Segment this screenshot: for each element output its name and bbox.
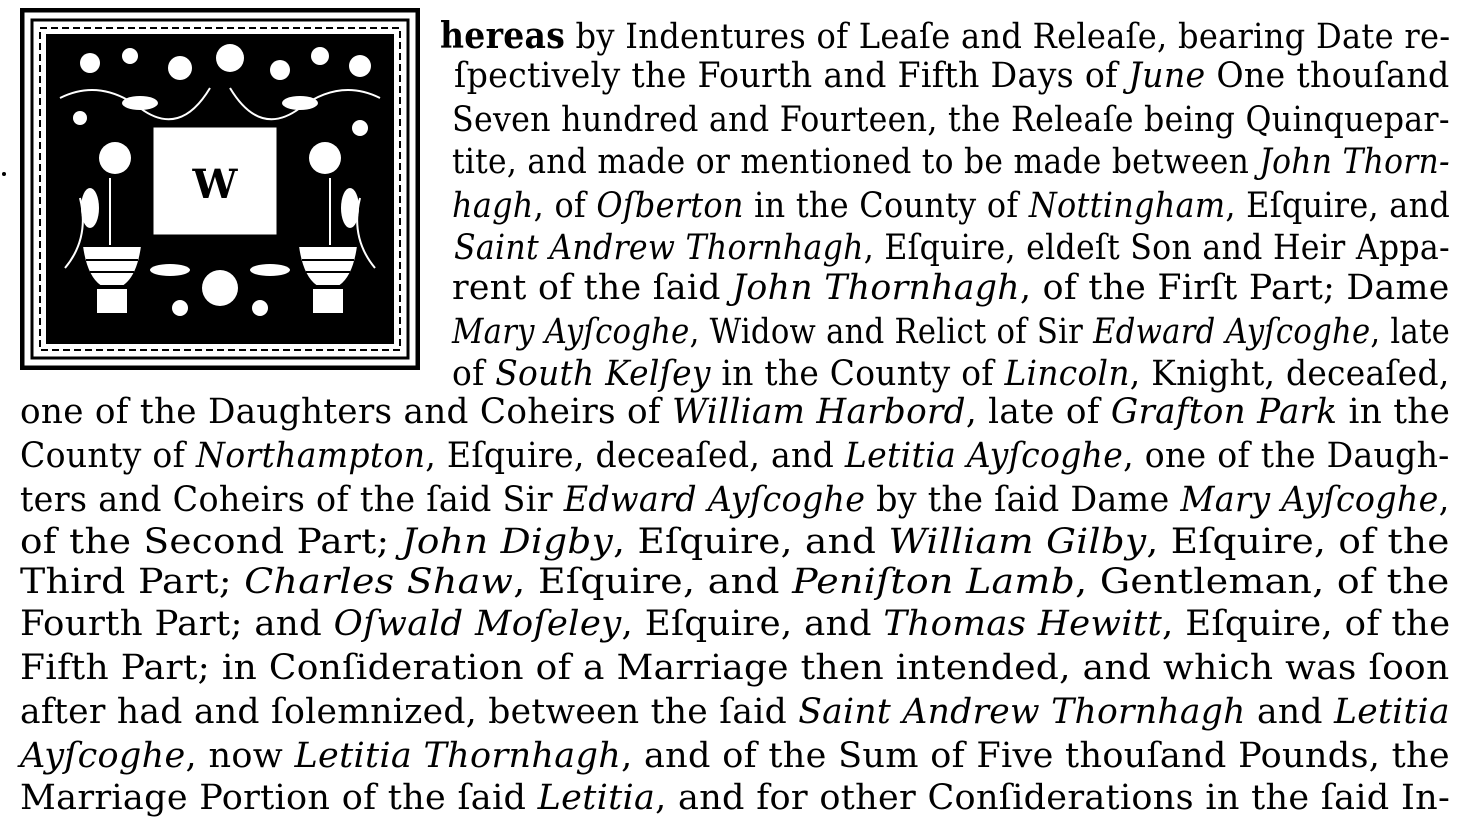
text-run: , Eſquire, of the [1146,522,1450,562]
italic-name: Letitia Thornhagh [294,736,622,776]
text-line [452,186,1450,226]
text-run: Fourth Part; and [20,604,334,644]
italic-name: John Thornhagh [732,268,1020,308]
text-line [452,312,1450,352]
text-run: one of the Daughters and Coheirs of [20,392,673,432]
text-run: of the Second Part; [20,522,402,562]
text-line [20,736,1450,776]
text-line [452,268,1450,308]
text-run: , of [533,186,597,226]
text-run: ſpectively the Fourth and Fifth Days of [454,56,1129,96]
text-run: , Eſquire, deceaſed, and [425,436,845,476]
text-run: , Eſquire, of the [1162,604,1451,644]
text-line [20,648,1450,688]
italic-name: Mary Ayſcoghe [1180,480,1439,520]
text-run: , Eſquire, and [1225,186,1451,226]
text-line [454,228,1450,268]
text-run: , [1438,480,1450,520]
text-run: Third Part; [20,562,245,602]
text-run: in the County of [710,354,1005,394]
text-run: by the ſaid Dame [865,480,1181,520]
text-line [20,778,1450,818]
italic-name: Mary Ayſcoghe [452,312,690,352]
italic-name: Letitia [537,778,656,818]
italic-name: William Gilby [888,522,1147,562]
text-run: , late [1370,312,1451,352]
italic-name: Thomas Hewitt [883,604,1163,644]
italic-name: Letitia Ayſcoghe [844,436,1124,476]
text-run: in the [1337,392,1451,432]
text-run: , Widow and Relict of Sir [689,312,1094,352]
text-run: by Indentures of Leaſe and Releaſe, bearing Date re- [565,17,1451,57]
text-run: , one of the Daugh- [1123,436,1450,476]
italic-name: Lincoln [1004,354,1130,394]
italic-name: Nottingham [1028,186,1226,226]
italic-name: Oſwald Moſeley [333,604,622,644]
italic-name: Letitia [1334,692,1450,732]
text-run: tite, and made or mentioned to be made between [452,142,1260,182]
text-run: County of [20,436,196,476]
text-line [20,522,1450,562]
text-run: hereas [440,15,566,57]
text-run: , Knight, deceaſed, [1129,354,1450,394]
italic-name: Oſberton [596,186,744,226]
text-run: ters and Coheirs of the ſaid Sir [20,480,564,520]
initial-letter: W [192,161,238,208]
text-run: Seven hundred and Fourteen, the Releaſe being Quinquepar- [452,100,1450,140]
italic-name: Peniſton Lamb [792,562,1076,602]
text-run: , late of [965,392,1111,432]
text-run: , Eſquire, and [513,562,793,602]
italic-name: John Digby [401,522,614,562]
text-run: rent of the ſaid [452,268,733,308]
text-line [452,100,1450,140]
decorated-initial-w-icon [20,8,420,370]
text-line [452,142,1450,182]
italic-name: John Thorn- [1259,142,1450,182]
text-run: , and for other Conſiderations in the ſaid In- [655,778,1451,818]
text-run: of [452,354,496,394]
text-run: , Eſquire, and [621,604,884,644]
text-line [20,392,1450,432]
text-run: One thouſand [1205,56,1450,96]
italic-name: Edward Ayſcoghe [1093,312,1371,352]
text-line [20,480,1450,520]
text-run: in the County of [743,186,1029,226]
text-line [20,436,1450,476]
text-line [20,692,1450,732]
text-run: , and of the Sum of Five thouſand Pounds, the [621,736,1450,776]
text-run: Marriage Portion of the ſaid [20,778,538,818]
text-run: and [1245,692,1335,732]
text-line [20,604,1450,644]
text-line [454,56,1450,96]
text-run: Fifth Part; in Conſideration of a Marriage then intended, and which was ſoon [20,648,1450,688]
text-run: , Gentleman, of the [1075,562,1450,602]
text-run: , of the Firſt Part; Dame [1019,268,1450,308]
italic-name: Edward Ayſcoghe [563,480,866,520]
text-run: , Eſquire, eldeſt Son and Heir Appa- [863,228,1450,268]
text-run: after had and ſolemnized, between the ſaid [20,692,799,732]
text-line [452,354,1450,394]
italic-name: June [1128,56,1206,96]
text-line [440,16,1450,57]
italic-name: Ayſcoghe [20,736,186,776]
text-line [20,562,1450,602]
text-run: , now [185,736,295,776]
ink-speck [2,172,6,176]
italic-name: William Harbord [672,392,966,432]
italic-name: South Kelſey [495,354,711,394]
italic-name: Saint Andrew Thornhagh [454,228,864,268]
italic-name: Saint Andrew Thornhagh [798,692,1246,732]
text-run: , Eſquire, and [613,522,889,562]
italic-name: Northampton [195,436,426,476]
italic-name: hagh [452,186,534,226]
italic-name: Grafton Park [1110,392,1338,432]
italic-name: Charles Shaw [244,562,514,602]
